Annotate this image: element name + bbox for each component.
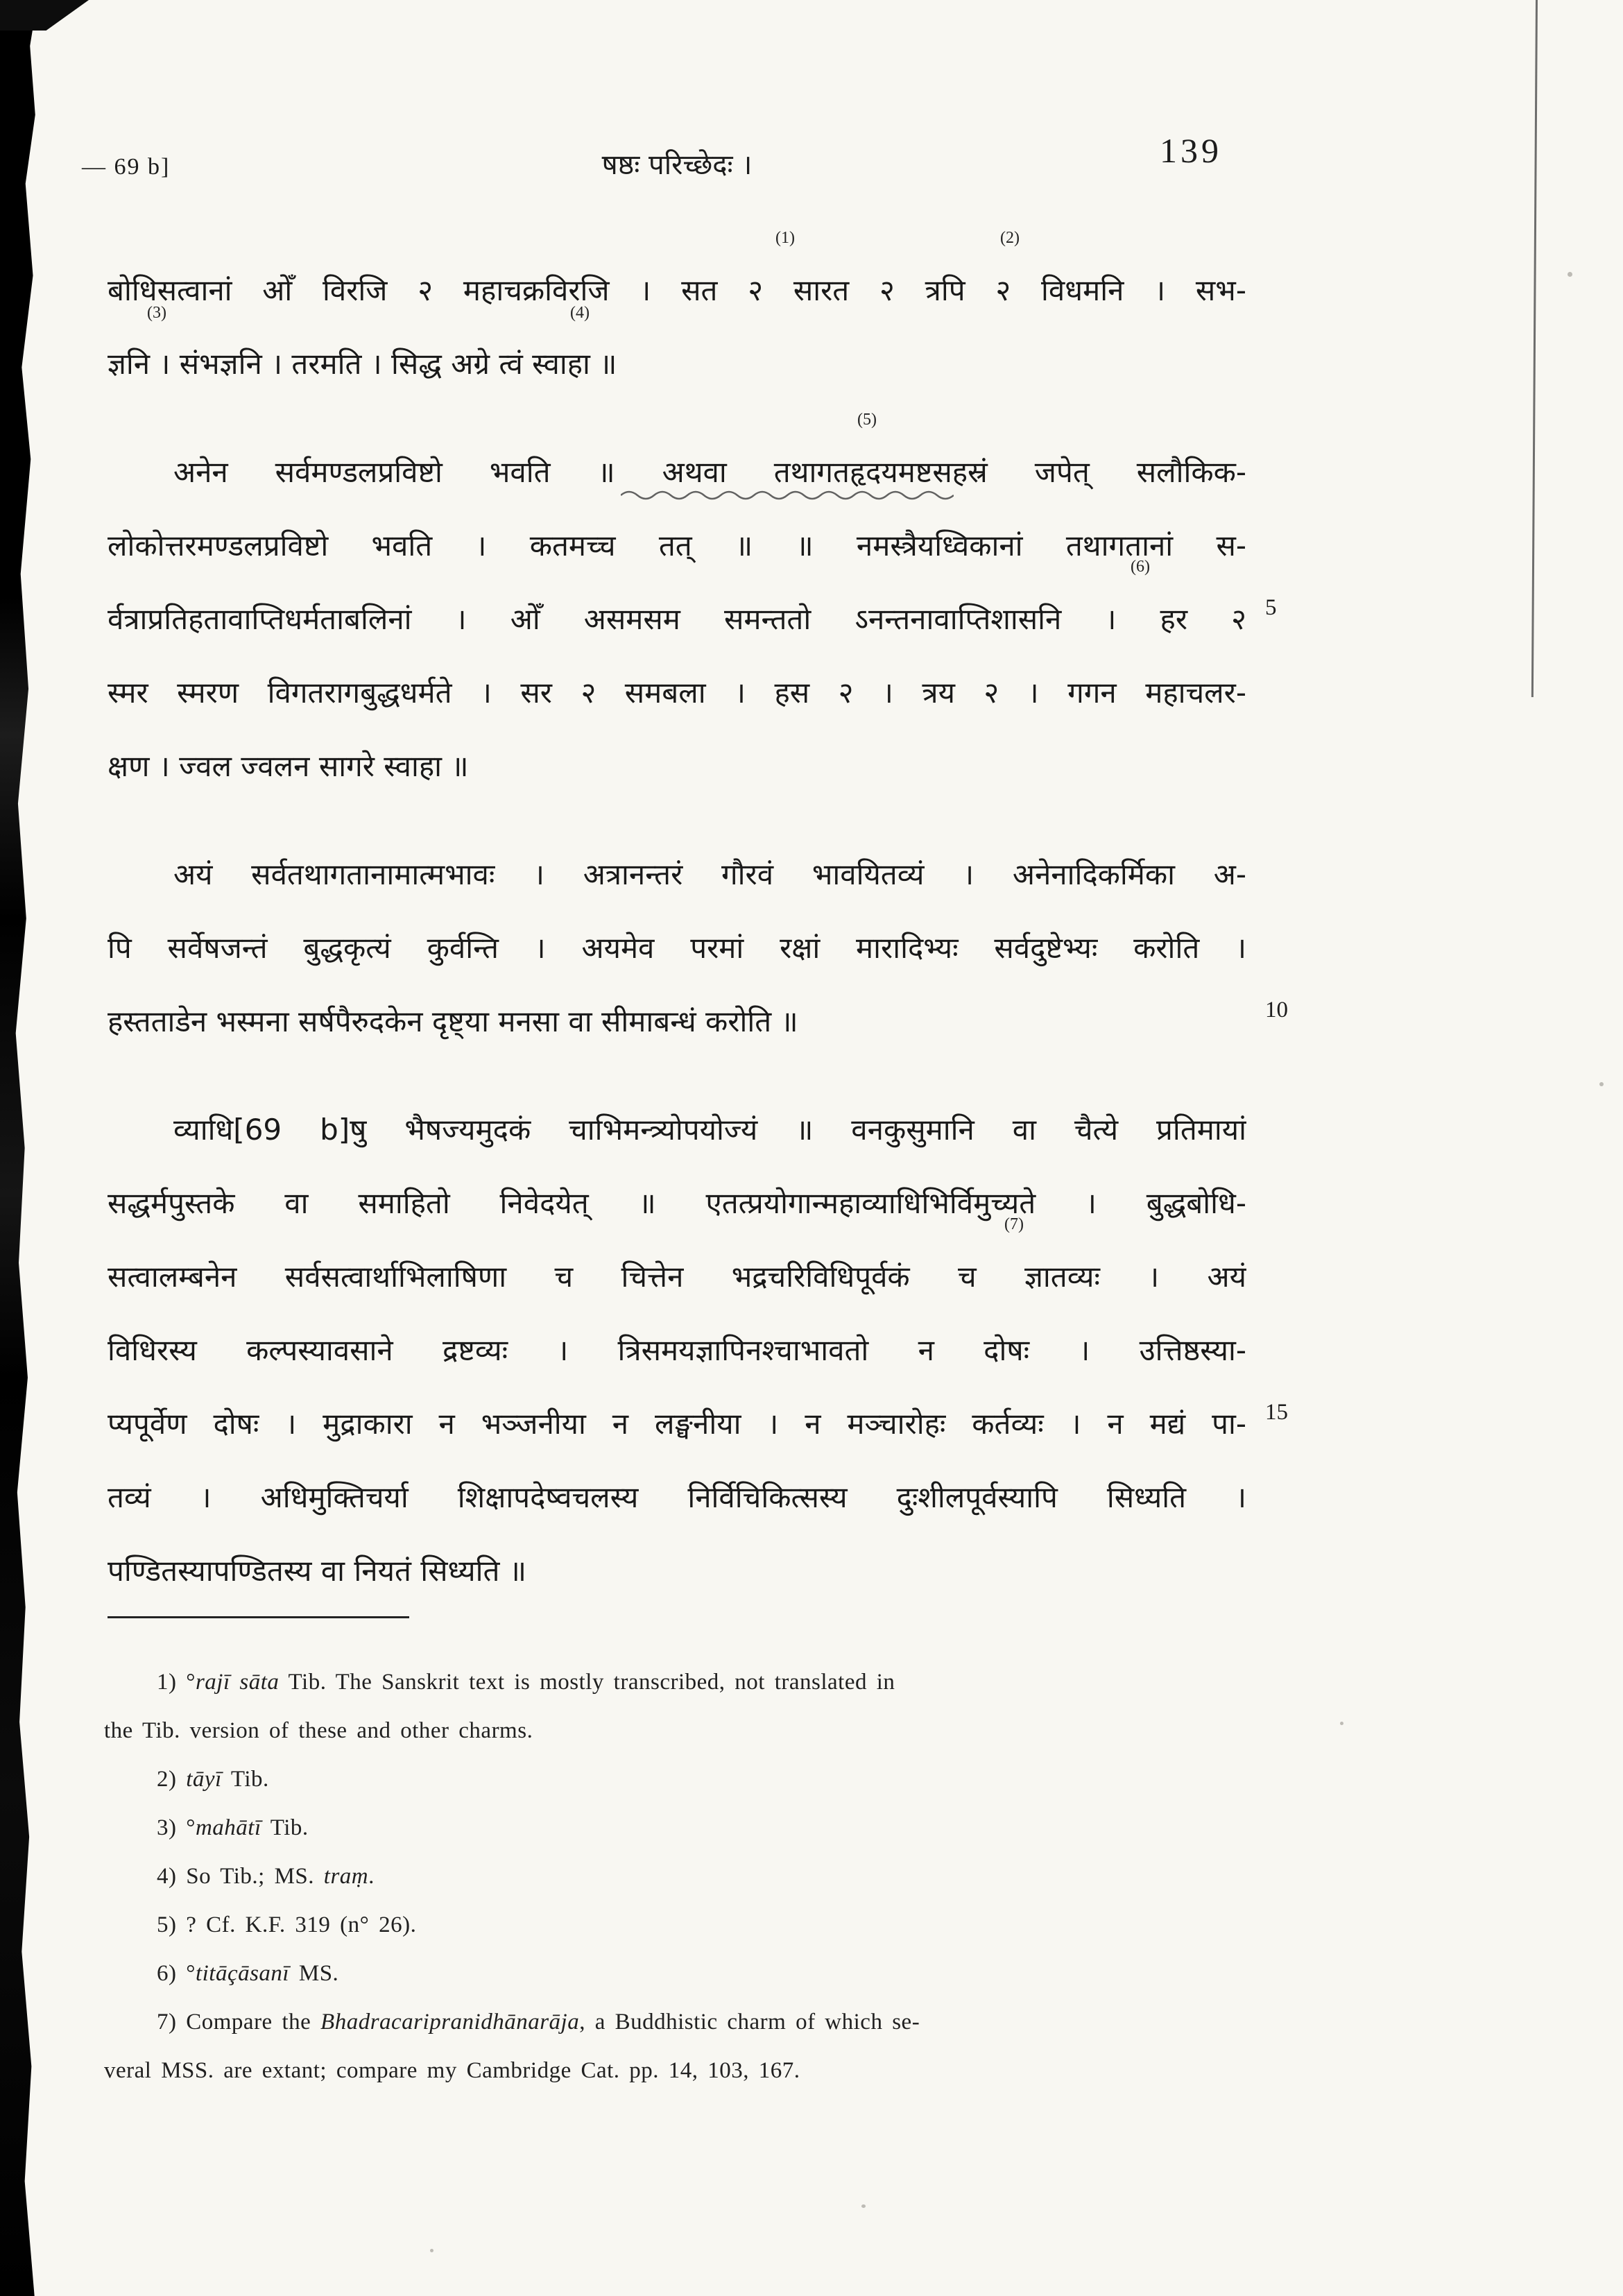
body-text-block xyxy=(108,254,1246,1608)
body-line: लोकोत्तरमण्डलप्रविष्टो भवति । कतमच्च तत् ॥ ॥ नमस्त्रैयध्विकानां तथागतानां स- xyxy=(108,529,1246,563)
footnote-text-segment: 2) xyxy=(157,1767,187,1792)
scan-speck xyxy=(861,2204,866,2208)
body-line: सद्धर्मपुस्तके वा समाहितो निवेदयेत् ॥ एतत्प्रयोगान्महाव्याधिभिर्विमुच्यते । बुद्धबोधि- xyxy=(108,1186,1246,1220)
scan-fold-line-artifact xyxy=(1531,0,1538,697)
footnote-line xyxy=(104,1901,1283,1949)
body-line: अयं सर्वतथागतानामात्मभावः । अत्रानन्तरं गौरवं भावयितव्यं । अनेनादिकर्मिका अ- xyxy=(173,857,1246,891)
footnote-text-segment: mahātī xyxy=(195,1815,261,1840)
margin-line-number: 15 xyxy=(1265,1400,1288,1425)
footnote-line xyxy=(104,1755,1283,1804)
margin-line-number: 10 xyxy=(1265,997,1288,1022)
body-line: ज्ञनि । संभज्ञनि । तरमति । सिद्ध अग्रे त्वं स्वाहा ॥ xyxy=(108,347,617,381)
footnote-text-segment: veral MSS. are extant; compare my Cambridge Cat. pp. 14, 103, 167. xyxy=(104,2058,800,2083)
scan-corner-smudge-artifact xyxy=(0,0,89,31)
scan-edge-artifact xyxy=(0,0,37,2296)
footnote-marker: (1) xyxy=(775,229,795,247)
footnote-line xyxy=(104,1998,1283,2046)
footnote-line xyxy=(104,1852,1283,1901)
footnote-text-segment: tāyī xyxy=(186,1767,222,1792)
footnote-text-segment: 7) Compare the xyxy=(157,2010,321,2034)
pencil-underline-artifact xyxy=(621,488,954,501)
footnote-line xyxy=(104,1804,1283,1852)
footnote-text-segment: 6) ° xyxy=(157,1961,196,1986)
footnote-text-segment: Bhadracaripranidhānarāja xyxy=(320,2010,580,2034)
footnote-text-segment: Tib. The Sanskrit text is mostly transcribed, not translated in xyxy=(279,1670,895,1695)
footnote-text-segment: the Tib. version of these and other charms. xyxy=(104,1718,533,1743)
body-line: पण्डितस्यापण्डितस्य वा नियतं सिध्यति ॥ xyxy=(108,1554,526,1588)
footnote-text-segment: titāçāsanī xyxy=(195,1961,290,1986)
margin-line-number: 5 xyxy=(1265,595,1277,620)
footnote-line xyxy=(104,1706,1283,1755)
footnote-text-segment: 1) ° xyxy=(157,1670,196,1695)
footnote-text-segment: Tib. xyxy=(261,1815,309,1840)
footnote-marker: (2) xyxy=(1000,229,1020,247)
body-line: र्वत्राप्रतिहतावाप्तिधर्मताबलिनां । ओँ असमसम समन्ततो ऽनन्तनावाप्तिशासनि । हर २ xyxy=(108,602,1246,636)
footnote-text-segment: , a Buddhistic charm of which se- xyxy=(579,2010,920,2034)
body-line: बोधिसत्वानां ओँ विरजि २ महाचक्रविरजि । सत २ सारत २ त्रपि २ विधमनि । सभ- xyxy=(108,273,1246,307)
footnote-text-segment: . xyxy=(368,1864,375,1889)
body-line: सत्वालम्बनेन सर्वसत्वार्थाभिलाषिणा च चित्तेन भद्रचरिविधिपूर्वकं च ज्ञातव्यः । अयं xyxy=(108,1260,1246,1294)
footnote-text-segment: 4) So Tib.; MS. xyxy=(157,1864,324,1889)
running-title: षष्ठः परिच्छेदः । xyxy=(601,149,753,181)
body-line: हस्तताडेन भस्मना सर्षपैरुदकेन दृष्ट्या मनसा वा सीमाबन्धं करोति ॥ xyxy=(108,1004,798,1038)
folio-marker: — 69 b] xyxy=(82,154,171,180)
footnote-text-segment: 3) ° xyxy=(157,1815,196,1840)
footnote-line xyxy=(104,2046,1283,2095)
scan-speck xyxy=(1568,272,1572,277)
footnote-line xyxy=(104,1658,1283,1706)
footnote-marker: (6) xyxy=(1131,558,1150,576)
body-line: स्मर स्मरण विगतरागबुद्धधर्मते । सर २ समबला । हस २ । त्रय २ । गगन महाचलर- xyxy=(108,676,1246,710)
body-line: प्यपूर्वेण दोषः । मुद्राकारा न भञ्जनीया न लङ्घनीया । न मञ्चारोहः कर्तव्यः । न मद्यं पा- xyxy=(108,1407,1246,1441)
footnote-separator xyxy=(108,1616,409,1618)
footnote-marker: (7) xyxy=(1004,1215,1024,1233)
body-line: विधिरस्य कल्पस्यावसाने द्रष्टव्यः । त्रिसमयज्ञापिनश्चाभावतो न दोषः । उत्तिष्ठस्या- xyxy=(108,1333,1246,1367)
footnote-text-segment: Tib. xyxy=(221,1767,269,1792)
scan-speck xyxy=(1599,1082,1604,1086)
footnotes-block xyxy=(104,1658,1283,2095)
footnote-text-segment: traṃ xyxy=(323,1864,369,1889)
footnote-text-segment: 5) ? Cf. K.F. 319 (n° 26). xyxy=(157,1912,417,1937)
body-line: अनेन सर्वमण्डलप्रविष्टो भवति ॥ अथवा तथागतहृदयमष्टसहस्रं जपेत् सलौकिक- xyxy=(173,455,1246,489)
scan-speck xyxy=(1340,1722,1343,1725)
footnote-marker: (3) xyxy=(147,304,166,322)
footnote-line xyxy=(104,1949,1283,1998)
body-line: पि सर्वेषजन्तं बुद्धकृत्यं कुर्वन्ति । अयमेव परमां रक्षां मारादिभ्यः सर्वदुष्टेभ्यः करोति । xyxy=(108,931,1246,965)
footnote-text-segment: rajī sāta xyxy=(195,1670,280,1695)
page-number: 139 xyxy=(1160,131,1222,170)
footnote-marker: (5) xyxy=(857,411,877,429)
footnote-text-segment: MS. xyxy=(289,1961,339,1986)
body-line: व्याधि[69 b]षु भैषज्यमुदकं चाभिमन्त्र्योपयोज्यं ॥ वनकुसुमानि वा चैत्ये प्रतिमायां xyxy=(173,1113,1246,1147)
body-line: क्षण । ज्वल ज्वलन सागरे स्वाहा ॥ xyxy=(108,749,469,783)
footnote-marker: (4) xyxy=(570,304,590,322)
scan-speck xyxy=(430,2249,433,2252)
body-line: तव्यं । अधिमुक्तिचर्या शिक्षापदेष्वचलस्य निर्विचिकित्सस्य दुःशीलपूर्वस्यापि सिध्यति । xyxy=(108,1480,1246,1514)
